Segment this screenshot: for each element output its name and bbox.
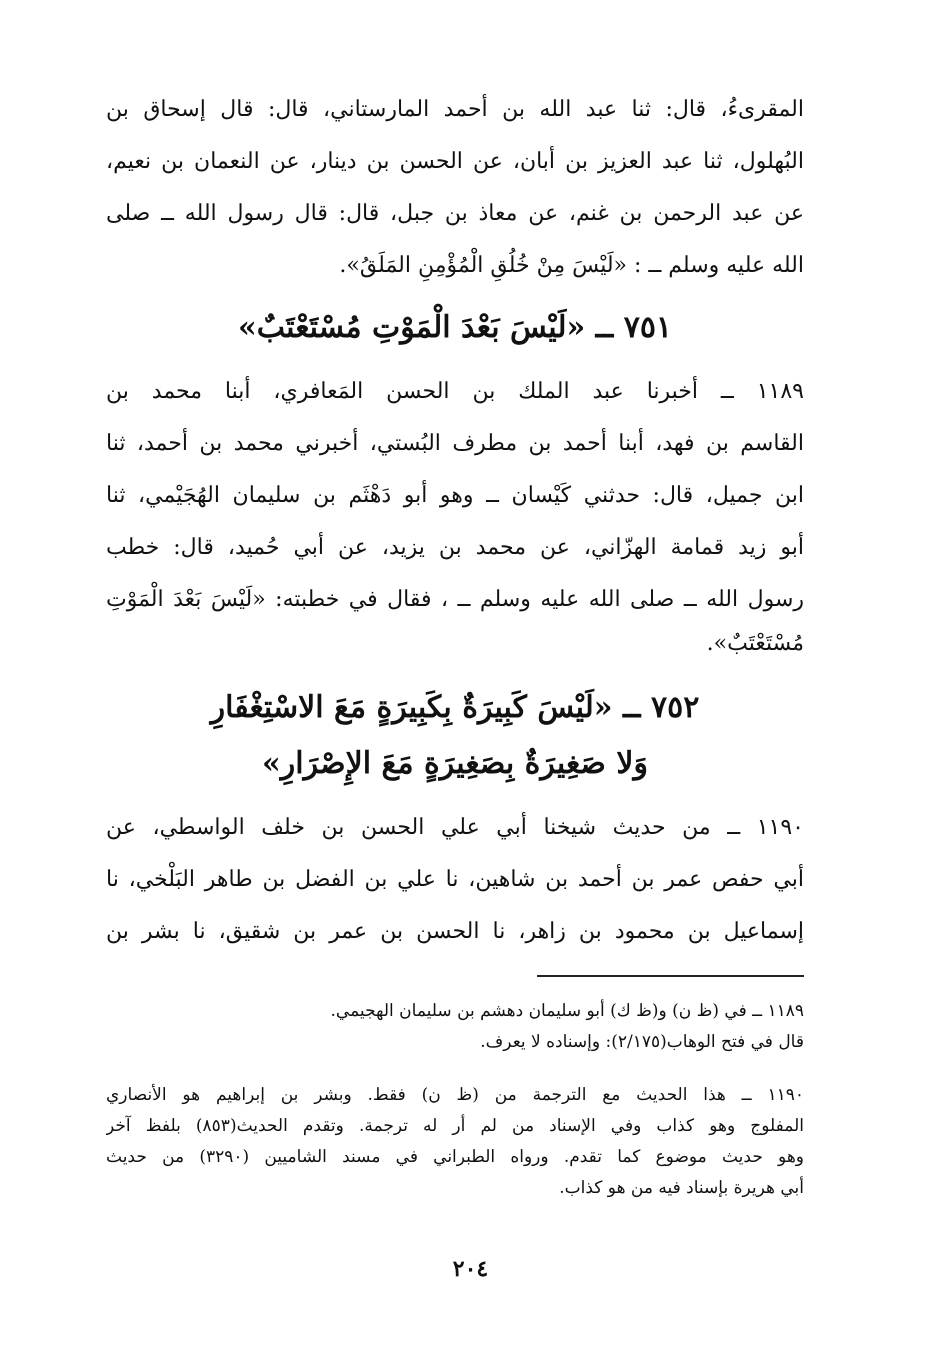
text-line: أبي حفص عمر بن أحمد بن شاهين، نا علي بن الفضل بن طاهر البَلْخي، نا xyxy=(106,867,804,892)
footnote-separator xyxy=(537,975,804,977)
heading-line-2: وَلا صَغِيرَةٌ بِصَغِيرَةٍ مَعَ الإِصْرَارِ» xyxy=(262,746,648,781)
footnote-line: أبي هريرة بإسناد فيه من هو كذاب. xyxy=(559,1178,804,1198)
paragraph-1189 xyxy=(106,366,804,662)
footnote-line: قال في فتح الوهاب(٢/١٧٥): وإسناده لا يعرف. xyxy=(480,1032,804,1052)
text-line: ابن جميل، قال: حدثني كَيْسان ــ وهو أبو دَهْثَم بن سليمان الهُجَيْمي، ثنا xyxy=(106,483,804,508)
footnote-line: المفلوج وهو كذاب وفي الإسناد من لم أر له ترجمة. وتقدم الحديث(٨٥٣) بلفظ آخر xyxy=(106,1116,804,1136)
text-line: البُهلول، ثنا عبد العزيز بن أبان، عن الحسن بن دينار، عن النعمان بن نعيم، xyxy=(106,149,804,174)
text-line: ١١٨٩ ــ أخبرنا عبد الملك بن الحسن المَعافري، أبنا محمد بن xyxy=(106,379,804,404)
text-line: ١١٩٠ ــ من حديث شيخنا أبي علي الحسن بن خلف الواسطي، عن xyxy=(106,815,804,840)
text-line: القاسم بن فهد، أبنا أحمد بن مطرف البُستي، أخبرني محمد بن أحمد، ثنا xyxy=(106,431,804,456)
heading-text: ٧٥١ ــ «لَيْسَ بَعْدَ الْمَوْتِ مُسْتَعْتَبٌ» xyxy=(237,310,673,345)
text-line: أبو زيد قمامة الهزّاني، عن محمد بن يزيد، عن أبي حُميد، قال: خطب xyxy=(106,535,804,560)
top-paragraph xyxy=(106,84,804,292)
footnote-line: وهو حديث موضوع كما تقدم. ورواه الطبراني في مسند الشاميين (٣٢٩٠) من حديث xyxy=(106,1147,804,1167)
footnote-line: ١١٨٩ ــ في (ظ ن) و(ظ ك) أبو سليمان دهشم بن سليمان الهجيمي. xyxy=(330,1001,804,1021)
page-number: ٢٠٤ xyxy=(452,1256,489,1282)
footnote-1190 xyxy=(106,1080,804,1204)
text-line: مُسْتَعْتَبٌ». xyxy=(706,631,804,656)
text-line: المقرىءُ، قال: ثنا عبد الله بن أحمد المارستاني، قال: قال إسحاق بن xyxy=(106,97,804,122)
footnote-1189 xyxy=(106,996,804,1058)
hadith-heading-751 xyxy=(106,300,804,356)
text-line: إسماعيل بن محمود بن زاهر، نا الحسن بن عمر بن شقيق، نا بشر بن xyxy=(106,919,804,944)
footnote-line: ١١٩٠ ــ هذا الحديث مع الترجمة من (ظ ن) فقط. وبشر بن إبراهيم هو الأنصاري xyxy=(106,1085,804,1105)
hadith-heading-752 xyxy=(106,680,804,792)
text-line: رسول الله ــ صلى الله عليه وسلم ــ ، فقال في خطبته: «لَيْسَ بَعْدَ الْمَوْتِ xyxy=(106,587,804,612)
paragraph-1190 xyxy=(106,802,804,958)
text-line: الله عليه وسلم ــ : «لَيْسَ مِنْ خُلُقِ الْمُؤْمِنِ المَلَقُ». xyxy=(339,253,804,278)
heading-line-1: ٧٥٢ ــ «لَيْسَ كَبِيرَةٌ بِكَبِيرَةٍ مَعَ الاسْتِغْفَارِ xyxy=(210,690,700,725)
text-line: عن عبد الرحمن بن غنم، عن معاذ بن جبل، قال: قال رسول الله ــ صلى xyxy=(106,201,804,226)
